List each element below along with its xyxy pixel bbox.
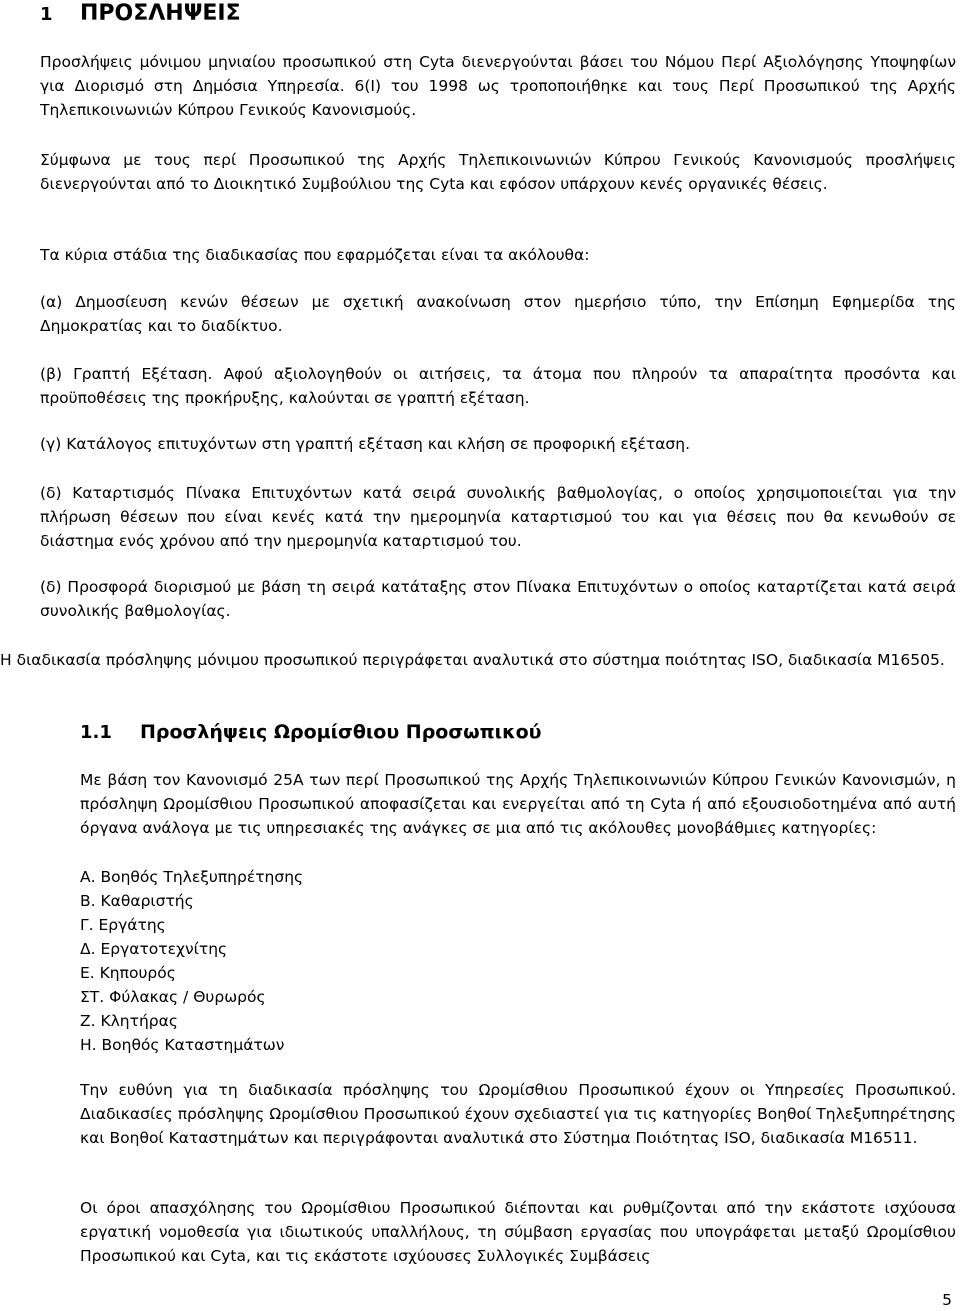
list-item: Ζ. Κλητήρας xyxy=(80,1012,178,1030)
section-number: 1 xyxy=(40,4,53,25)
paragraph-stage-c: (γ) Κατάλογος επιτυχόντων στη γραπτή εξέταση και κλήση σε προφορική εξέταση. xyxy=(40,435,690,453)
paragraph-stage-d: (δ) Καταρτισμός Πίνακα Επιτυχόντων κατά σειρά συνολικής βαθμολογίας, ο οποίος χρησιμοποιείται για την πλήρωση θέσεων που είναι κενές κατά την ημερομηνία καταρτισμού του και για θέσεις που θα κενωθούν σε διάστημα ενός χρόνου από την ημερομηνία καταρτισμού του. xyxy=(40,484,956,550)
paragraph-employment-terms: Οι όροι απασχόλησης του Ωρομίσθιου Προσωπικού διέπονται και ρυθμίζονται από την εκάστοτε ισχύουσα εργατική νομοθεσία για ιδιωτικούς υπαλλήλους, τη σύμβαση εργασίας που υπογράφεται μεταξύ Ωρομίσθιου Προσωπικού και Cyta, και τις εκάστοτε ισχύουσες Συλλογικές Συμβάσεις xyxy=(80,1199,956,1265)
page-number: 5 xyxy=(942,1291,952,1309)
subsection-number: 1.1 xyxy=(80,722,112,743)
list-item: Η. Βοηθός Καταστημάτων xyxy=(80,1036,285,1054)
list-item: Β. Καθαριστής xyxy=(80,892,194,910)
category-list xyxy=(80,865,303,1057)
paragraph-board-recruitment: Σύμφωνα με τους περί Προσωπικού της Αρχής Τηλεπικοινωνιών Κύπρου Γενικούς Κανονισμούς προσλήψεις διενεργούνται από το Διοικητικό Συμβούλιου της Cyta και εφόσον υπάρχουν κενές οργανικές θέσεις. xyxy=(40,151,956,193)
list-item: Γ. Εργάτης xyxy=(80,916,166,934)
paragraph-responsibility: Την ευθύνη για τη διαδικασία πρόσληψης του Ωρομίσθιου Προσωπικού έχουν οι Υπηρεσίες Προσωπικού. Διαδικασίες πρόσληψης Ωρομίσθιου Προσωπικού έχουν σχεδιαστεί για τις κατηγορίες Βοηθοί Τηλεξυπηρέτησης και Βοηθοί Καταστημάτων και περιγράφονται αναλυτικά στο Σύστημα Ποιότητας ISO, διαδικασία Μ16511. xyxy=(80,1081,956,1147)
list-item: ΣΤ. Φύλακας / Θυρωρός xyxy=(80,988,266,1006)
paragraph-stage-d2: (δ) Προσφορά διορισμού με βάση τη σειρά κατάταξης στον Πίνακα Επιτυχόντων ο οποίος καταρτίζεται κατά σειρά συνολικής βαθμολογίας. xyxy=(40,578,956,620)
paragraph-stage-b: (β) Γραπτή Εξέταση. Αφού αξιολογηθούν οι αιτήσεις, τα άτομα που πληρούν τα απαραίτητα προσόντα και προϋποθέσεις της προκήρυξης, καλούνται σε γραπτή εξέταση. xyxy=(40,365,956,407)
paragraph-iso-procedure: Η διαδικασία πρόσληψης μόνιμου προσωπικού περιγράφεται αναλυτικά στο σύστημα ποιότητας ISO, διαδικασία Μ16505. xyxy=(0,651,945,669)
section-title: ΠΡΟΣΛΗΨΕΙΣ xyxy=(80,1,241,26)
paragraph-legal-basis: Προσλήψεις μόνιμου μηνιαίου προσωπικού στη Cyta διενεργούνται βάσει του Νόμου Περί Αξιολόγησης Υποψηφίων για Διορισμό στη Δημόσια Υπηρεσία. 6(Ι) του 1998 ως τροποποιήθηκε και τους Περί Προσωπικού της Αρχής Τηλεπικοινωνιών Κύπρου Γενικούς Κανονισμούς. xyxy=(40,53,956,119)
paragraph-stages-intro: Τα κύρια στάδια της διαδικασίας που εφαρμόζεται είναι τα ακόλουθα: xyxy=(40,246,590,264)
list-item: Δ. Εργατοτεχνίτης xyxy=(80,940,228,958)
subsection-heading xyxy=(80,718,541,747)
subsection-title: Προσλήψεις Ωρομίσθιου Προσωπικού xyxy=(140,721,542,743)
paragraph-hourly-intro: Με βάση τον Κανονισμό 25Α των περί Προσωπικού της Αρχής Τηλεπικοινωνιών Κύπρου Γενικών Κανονισμών, η πρόσληψη Ωρομίσθιου Προσωπικού αποφασίζεται και ενεργείται από τη Cyta ή από εξουσιοδοτημένα από αυτή όργανα ανάλογα με τις υπηρεσιακές της ανάγκες σε μια από τις ακόλουθες μονοβάθμιες κατηγορίες: xyxy=(80,771,956,837)
paragraph-stage-a: (α) Δημοσίευση κενών θέσεων με σχετική ανακοίνωση στον ημερήσιο τύπο, την Επίσημη Εφημερίδα της Δημοκρατίας και το διαδίκτυο. xyxy=(40,293,956,335)
list-item: Α. Βοηθός Τηλεξυπηρέτησης xyxy=(80,868,304,886)
list-item: Ε. Κηπουρός xyxy=(80,964,176,982)
section-heading xyxy=(40,0,241,29)
